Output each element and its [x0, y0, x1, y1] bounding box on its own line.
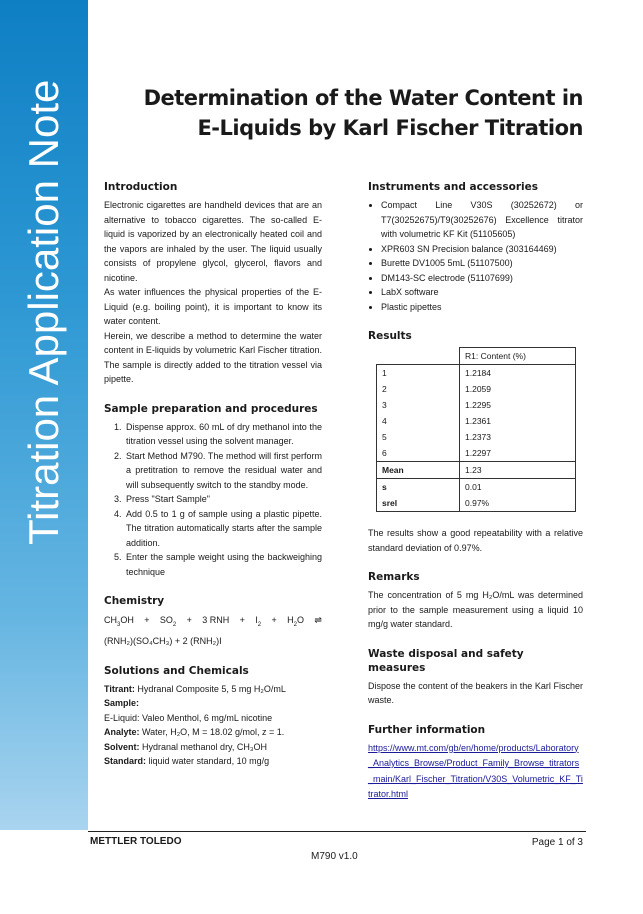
- title-line-2: E-Liquids by Karl Fischer Titration: [197, 116, 583, 140]
- remarks-text: The concentration of 5 mg H₂O/mL was determined prior to the sample measurement using a liquid 10 mg/g water standard.: [368, 590, 583, 629]
- results-summary: The results show a good repeatability with a relative standard deviation of 0.97%.: [368, 528, 583, 553]
- title-line-1: Determination of the Water Content in: [143, 86, 583, 110]
- reactant-so2: $SO_2$: [159, 615, 177, 628]
- procedure-step: 3. Press "Start Sample": [124, 492, 322, 507]
- procedure-step: 1. Dispense approx. 60 mL of dry methanol into the titration vessel using the solvent manager.: [124, 420, 322, 449]
- table-cell: 0.97%: [460, 495, 576, 512]
- remarks-heading: Remarks: [368, 571, 420, 583]
- analyte-line: Analyte: Water, H₂O, M = 18.02 g/mol, z = 1.: [104, 727, 285, 738]
- method-version: M790 v1.0: [311, 851, 358, 862]
- procedure-step: 5. Enter the sample weight using the backweighing technique: [124, 550, 322, 579]
- table-cell: 1.2373: [460, 429, 576, 445]
- document-title: [103, 83, 583, 143]
- introduction-paragraph-1: Electronic cigarettes are handheld devices that are an alternative to tobacco cigarettes. The so-called E-liquid is vaporized by an electronically heated coil and the vapors are inhaled by the user. The liquid usually consists of propylene glycol, glycerol, flavors and nicotine.: [104, 200, 322, 283]
- table-stat-label: Mean: [377, 462, 460, 479]
- results-heading: Results: [368, 330, 412, 342]
- table-corner: [377, 348, 460, 365]
- reactant-iodine: $I_2$: [255, 615, 262, 628]
- product-link[interactable]: https://www.mt.com/gb/en/home/products/Laboratory_Analytics_Browse/Product_Family_Browse_titrators_main/Karl_Fischer_Titration/V30S_Volumetric_KF_Titrator.html: [368, 742, 583, 799]
- solutions-heading: Solutions and Chemicals: [104, 664, 249, 677]
- reaction-equation: [104, 612, 322, 649]
- table-cell: 1.2361: [460, 413, 576, 429]
- table-row-label: 2: [377, 381, 460, 397]
- table-cell: 0.01: [460, 479, 576, 496]
- instruments-heading: Instruments and accessories: [368, 181, 539, 193]
- solvent-line: Solvent: Hydranal methanol dry, CH₃OH: [104, 741, 268, 752]
- instrument-item: • Compact Line V30S (30252672) or T7(30252675)/T9(30252676) Excellence titrator with volumetric KF Kit (51105605): [381, 198, 583, 242]
- results-table: [376, 347, 576, 512]
- table-cell: 1.23: [460, 462, 576, 479]
- table-row-label: 5: [377, 429, 460, 445]
- equilibrium-arrow: ⇌: [314, 615, 322, 625]
- reaction-line-1: [104, 612, 322, 633]
- reactant-methanol: $CH_3OH$: [104, 615, 134, 628]
- eliquid-line: E-Liquid: Valeo Menthol, 6 mg/mL nicotine: [104, 712, 273, 723]
- instruments-list: [368, 198, 583, 314]
- procedure-step: 2. Start Method M790. The method will first perform a pretitration to remove the residual water and will subsequently switch to the standby mode.: [124, 449, 322, 493]
- table-cell: 1.2295: [460, 397, 576, 413]
- chemistry-heading: Chemistry: [104, 595, 165, 607]
- reactant-water: $H_2O$: [287, 615, 304, 628]
- plus-sign: +: [239, 615, 245, 625]
- instrument-item: • DM143-SC electrode (51107699): [381, 271, 583, 286]
- instrument-item: • LabX software: [381, 285, 583, 300]
- table-cell: 1.2184: [460, 365, 576, 382]
- waste-heading: Waste disposal and safety measures: [368, 647, 524, 674]
- brand-logo: METTLER TOLEDO: [90, 836, 182, 847]
- table-stat-label: s: [377, 479, 460, 496]
- introduction-heading: Introduction: [104, 181, 178, 193]
- introduction-paragraph-2: As water influences the physical properties of the E-Liquid (e.g. boiling point), it is important to know its water content.: [104, 287, 322, 326]
- reaction-line-2: (RNH₂)(SO₄CH₃) + 2 (RNH₂)I: [104, 635, 222, 646]
- plus-sign: +: [271, 615, 277, 625]
- further-info-heading: Further information: [368, 723, 486, 736]
- table-cell: 1.2059: [460, 381, 576, 397]
- table-row-label: 1: [377, 365, 460, 382]
- footer-divider: [88, 831, 586, 832]
- plus-sign: +: [186, 615, 192, 625]
- instrument-item: • Plastic pipettes: [381, 300, 583, 315]
- instrument-item: • Burette DV1005 5mL (51107500): [381, 256, 583, 271]
- procedure-list: [104, 420, 322, 580]
- table-row-label: 6: [377, 445, 460, 462]
- table-column-header: R1: Content (%): [460, 348, 576, 365]
- table-row-label: 3: [377, 397, 460, 413]
- titrant-line: Titrant: Hydranal Composite 5, 5 mg H₂O/mL: [104, 683, 286, 694]
- waste-text: Dispose the content of the beakers in the Karl Fischer waste.: [368, 680, 583, 705]
- table-stat-label: srel: [377, 495, 460, 512]
- sample-prep-heading: Sample preparation and procedures: [104, 402, 318, 415]
- left-column: [104, 180, 322, 769]
- table-row-label: 4: [377, 413, 460, 429]
- sample-label: Sample:: [104, 698, 140, 709]
- standard-line: Standard: liquid water standard, 10 mg/g: [104, 756, 270, 767]
- reactant-base: 3 RNH: [202, 615, 230, 625]
- table-cell: 1.2297: [460, 445, 576, 462]
- sidebar-label: Titration Application Note: [20, 79, 67, 545]
- page-number: Page 1 of 3: [531, 837, 583, 848]
- sidebar-band: [0, 0, 88, 830]
- plus-sign: +: [144, 615, 150, 625]
- procedure-step: 4. Add 0.5 to 1 g of sample using a plastic pipette. The titration automatically starts after the sample addition.: [124, 507, 322, 551]
- right-column: [368, 180, 583, 803]
- introduction-paragraph-3: Herein, we describe a method to determine the water content in E-liquids by volumetric Karl Fischer titration. The sample is directly added to the titration vessel via pipette.: [104, 330, 322, 384]
- instrument-item: • XPR603 SN Precision balance (303164469): [381, 242, 583, 257]
